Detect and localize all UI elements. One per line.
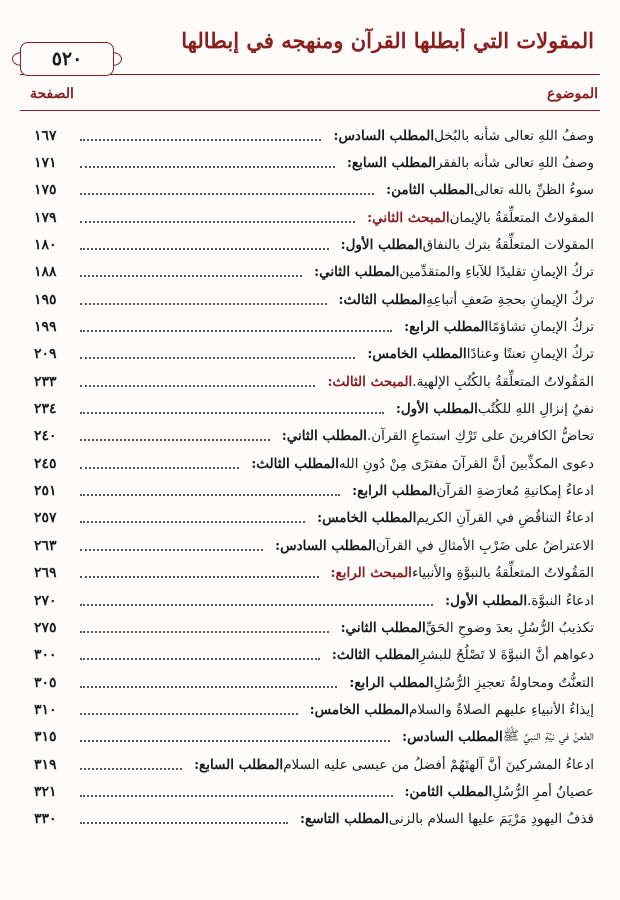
toc-entry-title: المَقُولاتُ المتعلِّقةُ بالنبوَّةِ والأنبياء (411, 565, 594, 582)
leader-dots (80, 275, 302, 277)
table-of-contents (34, 122, 594, 833)
toc-entry-text (269, 538, 594, 554)
toc-entry-text (396, 727, 594, 747)
toc-entry-label: المطلب الثالث: (251, 455, 339, 472)
toc-entry (34, 341, 594, 368)
toc-entry-title: دعوى المكذِّبينَ أنَّ القرآنَ مفترًى مِنْ دُونِ الله (338, 455, 594, 472)
toc-entry-label: المطلب الثاني: (281, 428, 367, 445)
toc-entry-label: المطلب الأول: (395, 401, 478, 418)
toc-entry-label: المطلب السابع: (194, 756, 284, 773)
toc-entry (34, 395, 594, 422)
toc-entry (34, 560, 594, 587)
toc-page-number: ١٧١ (34, 155, 57, 172)
toc-entry-label: المبحث الرابع: (330, 565, 412, 582)
toc-entry-title: المقولاتُ المتعلِّقةُ بالإيمان (449, 209, 594, 226)
toc-entry-text (311, 510, 594, 526)
toc-entry-label: المطلب الثالث: (331, 647, 420, 664)
leader-dots (80, 439, 270, 441)
toc-entry-text (325, 565, 594, 581)
toc-entry-text (361, 210, 594, 226)
toc-page-number: ٣١٥ (34, 729, 57, 746)
toc-entry-label: المطلب الخامس: (309, 701, 409, 718)
toc-entry-title: ادعاءُ المشركينَ أنَّ آلهتَهُمْ أفضلُ من عيسى عليه السلام (283, 756, 594, 773)
leader-dots (80, 631, 329, 633)
leader-dots (80, 795, 393, 797)
page-number-badge: ٥٢٠ (20, 42, 114, 76)
toc-page-number: ٢٥١ (34, 483, 57, 500)
toc-entry-label: المبحث الثاني: (367, 209, 450, 226)
toc-entry-label: المطلب الخامس: (317, 510, 417, 527)
toc-entry-title: الاعتراضُ على ضَرْبِ الأمثالِ في القرآن (375, 537, 594, 554)
leader-dots (80, 713, 298, 715)
toc-entry-title: ادعاءُ التناقُضِ في القرآنِ الكريم (416, 510, 594, 527)
toc-entry-text (341, 155, 594, 171)
leader-dots (80, 193, 374, 195)
toc-entry-title: قذفُ اليهودِ مَرْيَمَ عليها السلام بالزنى (388, 811, 594, 828)
leader-dots (80, 330, 392, 332)
toc-entry-label: المطلب السادس: (402, 729, 503, 746)
leader-dots (80, 166, 335, 168)
leader-dots (80, 467, 239, 469)
toc-entry (34, 231, 594, 258)
toc-entry (34, 177, 594, 204)
toc-entry-title: التعنُّتُ ومحاولةُ تعجيزِ الرُّسُلِ (433, 674, 594, 691)
toc-entry-text (308, 264, 594, 280)
toc-entry (34, 806, 594, 833)
toc-entry-title: تحاضُّ الكافرينَ على تَرْكِ استماعِ القرآن. (366, 428, 594, 445)
toc-entry-text (361, 346, 594, 362)
toc-entry (34, 286, 594, 313)
toc-entry (34, 778, 594, 805)
toc-entry (34, 587, 594, 614)
toc-entry-title: تركُ الإيمانِ تشاؤمًا (488, 319, 594, 336)
leader-dots (80, 357, 355, 359)
toc-entry-text (321, 374, 594, 390)
toc-page-number: ٢٤٠ (34, 428, 57, 445)
toc-page-number: ٣٠٥ (34, 674, 57, 691)
toc-page-number: ٢٧٠ (34, 592, 57, 609)
toc-page-number: ٢٣٤ (34, 401, 57, 418)
toc-entry (34, 696, 594, 723)
toc-page-number: ٢٥٧ (34, 510, 57, 527)
leader-dots (80, 248, 329, 250)
toc-entry-title: تكذيبُ الرُّسُلِ بعدَ وضوحِ الحَقِّ (425, 619, 594, 636)
toc-entry-text (335, 237, 594, 253)
toc-entry-text (327, 128, 594, 144)
toc-page-number: ١٦٧ (34, 127, 57, 144)
toc-entry (34, 450, 594, 477)
toc-page-number: ٢٤٥ (34, 455, 57, 472)
toc-entry-text (390, 401, 594, 417)
toc-entry-title: المَقُولاتُ المتعلِّقةُ بالكُتُبِ الإلهية. (412, 373, 594, 390)
toc-page-number: ٣١٠ (34, 701, 57, 718)
toc-entry-text (335, 620, 594, 636)
toc-entry (34, 313, 594, 340)
toc-entry-text (333, 292, 594, 308)
topic-column-heading: الموضوع (547, 86, 598, 102)
toc-entry-text (399, 784, 594, 800)
book-title: المقولات التي أبطلها القرآن ومنهجه في إبطالها (181, 28, 594, 53)
toc-entry-title: الطعنُ في نيَّةِ النبيِّ ﷺ (502, 728, 594, 745)
toc-entry-text (294, 811, 594, 827)
toc-entry-title: عصيانُ أمرِ الرُّسُلِ (492, 783, 594, 800)
toc-page-number: ٢٠٩ (34, 346, 57, 363)
toc-page-number: ١٨٠ (34, 237, 57, 254)
toc-entry-text (343, 675, 594, 691)
leader-dots (80, 521, 305, 523)
toc-entry-title: سوءُ الظنِّ بالله تعالى (473, 182, 594, 199)
toc-entry (34, 669, 594, 696)
toc-entry-title: وصفُ اللهِ تعالى شأنه بالفقر (436, 155, 594, 172)
toc-entry (34, 477, 594, 504)
leader-dots (80, 549, 263, 551)
toc-entry-label: المطلب الثالث: (338, 291, 427, 308)
toc-page-number: ١٧٩ (34, 209, 57, 226)
toc-entry-text (346, 483, 594, 499)
toc-page-number: ١٨٨ (34, 264, 57, 281)
toc-entry (34, 259, 594, 286)
toc-entry-text (276, 428, 594, 444)
toc-entry (34, 532, 594, 559)
toc-entry-label: المطلب الثامن: (386, 182, 474, 199)
toc-entry-text (380, 182, 594, 198)
leader-dots (80, 576, 319, 578)
leader-dots (80, 221, 355, 223)
toc-entry-text (188, 757, 594, 773)
toc-page-number: ١٩٥ (34, 291, 57, 308)
toc-entry-title: وصفُ اللهِ تعالى شأنه بالبُخل (434, 127, 594, 144)
leader-dots (80, 385, 315, 387)
toc-page-number: ٢٧٥ (34, 619, 57, 636)
toc-entry-label: المطلب السادس: (333, 127, 435, 144)
toc-entry-label: المطلب الرابع: (352, 483, 437, 500)
toc-entry (34, 505, 594, 532)
toc-entry (34, 149, 594, 176)
leader-dots (80, 686, 337, 688)
toc-page-number: ٣٣٠ (34, 811, 57, 828)
toc-entry-text (245, 456, 594, 472)
toc-entry (34, 122, 594, 149)
leader-dots (80, 412, 384, 414)
toc-entry-title: ادعاءُ إمكانيةِ مُعارَضةِ القرآن (436, 483, 594, 500)
toc-entry-label: المطلب الرابع: (404, 319, 489, 336)
toc-entry-title: دعواهم أنَّ النبوَّةَ لا تَصْلُحُ للبشرِ (419, 647, 594, 664)
toc-entry-label: المطلب الثاني: (340, 619, 426, 636)
leader-dots (80, 494, 340, 496)
toc-entry-title: المقولات المتعلِّقةُ بترك بالنفاق (422, 237, 594, 254)
toc-entry-text (304, 702, 594, 718)
toc-entry (34, 724, 594, 751)
leader-dots (80, 740, 390, 742)
toc-page-number: ٣٠٠ (34, 647, 57, 664)
toc-page-number: ٢٦٩ (34, 565, 57, 582)
toc-page-number: ٢٣٣ (34, 373, 57, 390)
toc-entry-title: نفيُ إنزالِ اللهِ للكُتُب (477, 401, 594, 418)
toc-entry (34, 614, 594, 641)
toc-entry (34, 423, 594, 450)
toc-entry-text (326, 647, 594, 663)
toc-entry-title: إيذاءُ الأنبياءِ عليهم الصلاةُ والسلام (408, 701, 594, 718)
leader-dots (80, 768, 182, 770)
toc-entry-title: تركُ الإيمانِ تعنتًا وعنادًا (466, 346, 594, 363)
toc-entry (34, 642, 594, 669)
toc-entry-text (398, 319, 594, 335)
toc-entry-label: المطلب السادس: (275, 537, 376, 554)
toc-entry-title: تركُ الإيمانِ بحجةِ ضَعفِ أتباعِهِ (426, 291, 594, 308)
toc-page-number: ١٩٩ (34, 319, 57, 336)
page-header (20, 22, 600, 82)
toc-entry-label: المطلب الثامن: (404, 783, 493, 800)
toc-entry-label: المطلب الأول: (340, 237, 423, 254)
leader-dots (80, 658, 320, 660)
toc-entry-title: تركُ الإيمانِ تقليدًا للآباءِ والمتقدِّمين (399, 264, 594, 281)
leader-dots (80, 822, 288, 824)
toc-entry-label: المطلب الرابع: (349, 674, 434, 691)
toc-entry-label: المبحث الثالث: (327, 373, 413, 390)
toc-page-number: ١٧٥ (34, 182, 57, 199)
leader-dots (80, 303, 327, 305)
column-heading-rule (20, 110, 600, 111)
toc-entry-text (439, 593, 594, 609)
toc-entry-label: المطلب الأول: (445, 592, 528, 609)
toc-entry (34, 204, 594, 231)
toc-entry-label: المطلب التاسع: (300, 811, 389, 828)
toc-page-number: ٣٢١ (34, 783, 57, 800)
toc-entry-label: المطلب السابع: (346, 155, 437, 172)
toc-entry-title: ادعاءُ النبوَّة. (527, 592, 594, 609)
toc-entry (34, 751, 594, 778)
page-column-heading: الصفحة (30, 86, 74, 102)
leader-dots (80, 604, 433, 606)
toc-entry-label: المطلب الثاني: (314, 264, 400, 281)
toc-entry (34, 368, 594, 395)
toc-page-number: ٣١٩ (34, 756, 57, 773)
toc-entry-label: المطلب الخامس: (367, 346, 467, 363)
toc-page-number: ٢٦٣ (34, 537, 57, 554)
leader-dots (80, 139, 321, 141)
